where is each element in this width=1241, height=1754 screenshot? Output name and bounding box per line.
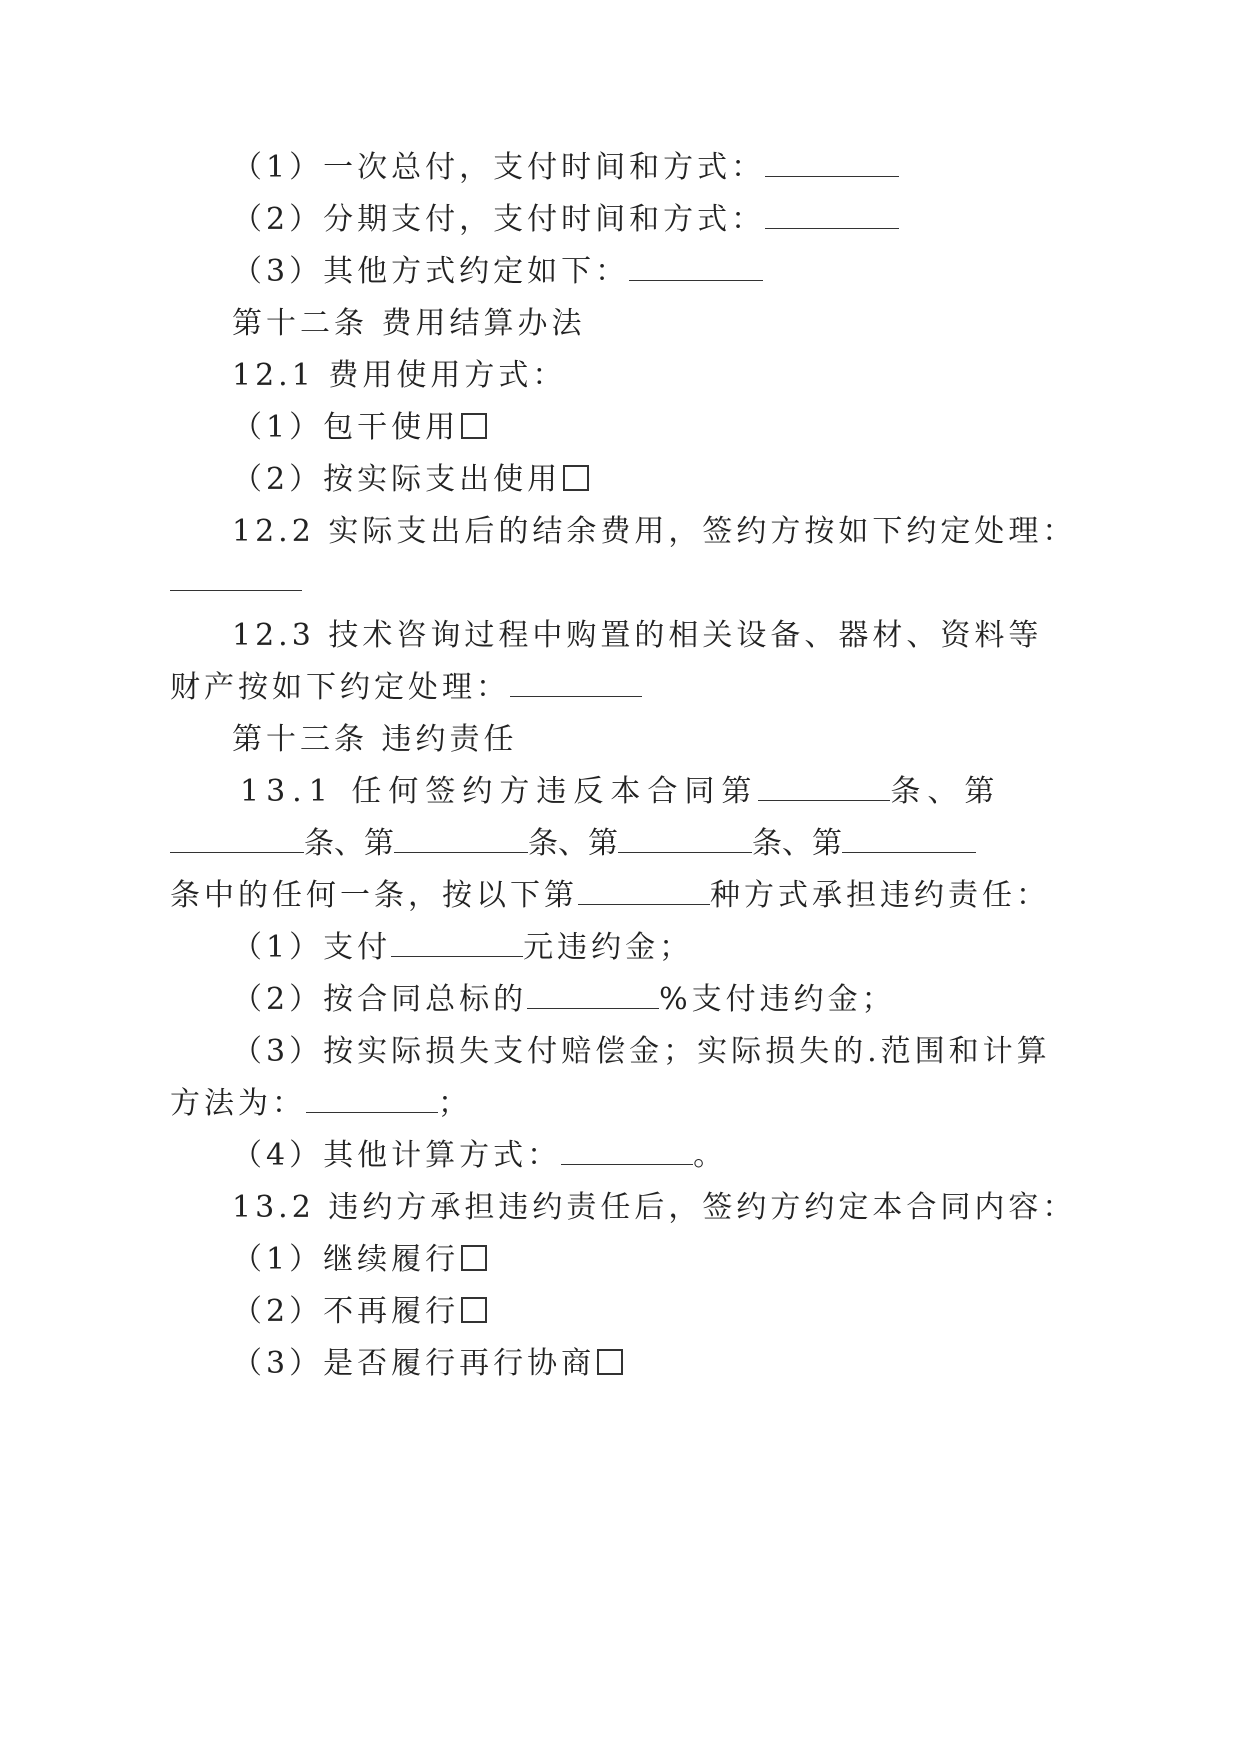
fill-blank[interactable] xyxy=(758,772,890,801)
checkbox[interactable] xyxy=(563,465,589,491)
section-13-1-line-1: 13.1 任何签约方违反本合同第 条、第 xyxy=(240,774,1002,809)
checkbox[interactable] xyxy=(461,1297,487,1323)
checkbox[interactable] xyxy=(597,1349,623,1375)
payment-option-2: （2）分期支付，支付时间和方式： xyxy=(232,200,899,240)
section-12-2-blank-line xyxy=(170,562,302,602)
checkbox[interactable] xyxy=(461,413,487,439)
penalty-option-3-line-1: （3）按实际损失支付赔偿金；实际损失的.范围和计算 xyxy=(232,1034,1051,1069)
fill-blank[interactable] xyxy=(510,668,642,697)
section-13-2-option-1: （1）继续履行 xyxy=(232,1240,487,1280)
fill-blank[interactable] xyxy=(170,824,304,853)
fill-blank[interactable] xyxy=(842,824,976,853)
article-12-title: 第十二条 费用结算办法 xyxy=(232,306,586,341)
section-12-1: 12.1 费用使用方式： xyxy=(232,358,567,393)
fill-blank[interactable] xyxy=(765,200,899,229)
section-13-1-line-2: 条、第 条、第 条、第 xyxy=(170,824,976,864)
fill-blank[interactable] xyxy=(578,876,710,905)
penalty-option-2: （2）按合同总标的 %支付违约金； xyxy=(232,982,896,1017)
section-12-2: 12.2 实际支出后的结余费用，签约方按如下约定处理： xyxy=(232,514,1077,549)
fill-blank[interactable] xyxy=(765,148,899,177)
fill-blank[interactable] xyxy=(527,980,659,1009)
payment-option-1: （1）一次总付，支付时间和方式： xyxy=(232,148,899,188)
section-13-2-option-3: （3）是否履行再行协商 xyxy=(232,1344,623,1384)
fill-blank[interactable] xyxy=(391,928,523,957)
section-12-3-line-1: 12.3 技术咨询过程中购置的相关设备、器材、资料等 xyxy=(232,618,1043,653)
penalty-option-4: （4）其他计算方式： 。 xyxy=(232,1138,728,1173)
section-12-1-option-2: （2）按实际支出使用 xyxy=(232,460,589,500)
penalty-option-1: （1）支付 元违约金； xyxy=(232,930,694,965)
fill-blank[interactable] xyxy=(561,1136,693,1165)
section-13-2-option-2: （2）不再履行 xyxy=(232,1292,487,1332)
section-13-1-line-3: 条中的任何一条，按以下第 种方式承担违约责任： xyxy=(170,878,1050,913)
penalty-option-3-line-2: 方法为： ； xyxy=(170,1086,472,1121)
fill-blank[interactable] xyxy=(618,824,752,853)
section-12-1-option-1: （1）包干使用 xyxy=(232,408,487,448)
fill-blank[interactable] xyxy=(306,1084,438,1113)
fill-blank[interactable] xyxy=(629,252,763,281)
payment-option-3: （3）其他方式约定如下： xyxy=(232,252,763,292)
fill-blank[interactable] xyxy=(170,562,302,591)
section-12-3-line-2: 财产按如下约定处理： xyxy=(170,668,642,708)
article-13-title: 第十三条 违约责任 xyxy=(232,722,518,757)
section-13-2: 13.2 违约方承担违约责任后，签约方约定本合同内容： xyxy=(232,1190,1077,1225)
checkbox[interactable] xyxy=(461,1245,487,1271)
fill-blank[interactable] xyxy=(394,824,528,853)
